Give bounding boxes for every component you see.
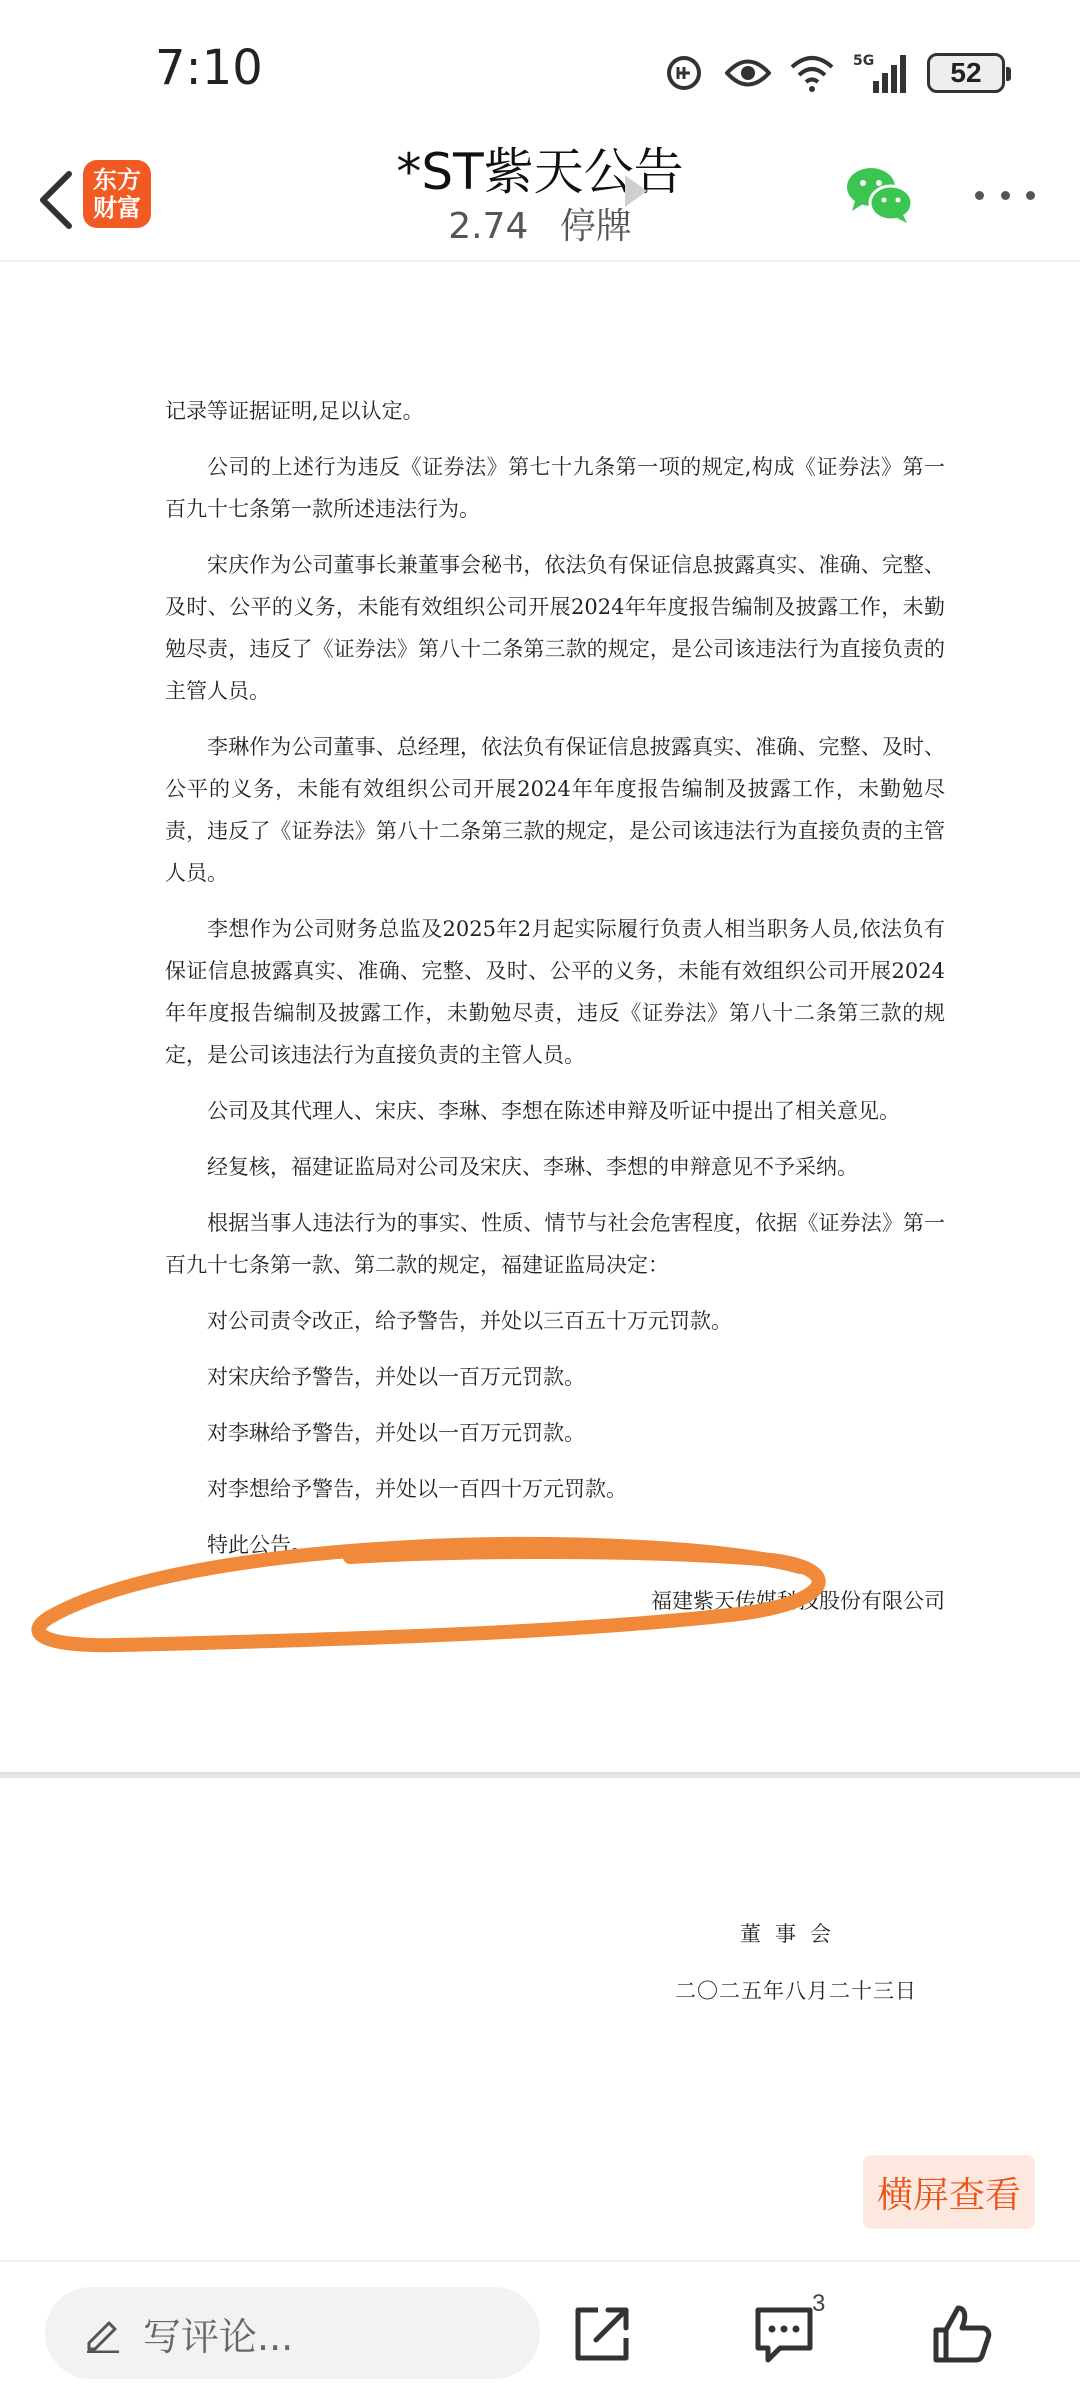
doc-paragraph: 李琳作为公司董事、总经理，依法负有保证信息披露真实、准确、完整、及时、公平的义务，未能有效组织公司开展2024年年度报告编制及披露工作，未勤勉尽责，违反了《证券法》第八十二条第三款的规定，是公司该违法行为直接负责的主管人员。 (165, 735, 945, 885)
dot-icon (1026, 191, 1035, 200)
page-separator (0, 1772, 1080, 1778)
document-body (165, 390, 945, 1636)
announcement-document[interactable] (0, 262, 1080, 1772)
board-signature: 董事会 (740, 1922, 845, 1946)
share-icon (570, 2302, 634, 2366)
title-block (300, 140, 780, 250)
thumbs-up-icon (930, 2302, 994, 2366)
comment-input[interactable] (45, 2287, 540, 2379)
app-logo[interactable]: 东方 财富 (83, 160, 151, 228)
bottom-action-bar (0, 2260, 1080, 2400)
company-signature: 福建紫天传媒科技股份有限公司 (651, 1589, 945, 1613)
doc-paragraph: 宋庆作为公司董事长兼董事会秘书，依法负有保证信息披露真实、准确、完整、及时、公平的义务，未能有效组织公司开展2024年年度报告编制及披露工作，未勤勉尽责，违反了《证券法》第八十二条第三款的规定，是公司该违法行为直接负责的主管人员。 (165, 553, 945, 703)
comments-button[interactable] (752, 2302, 816, 2366)
doc-paragraph: 对李琳给予警告，并处以一百万元罚款。 (207, 1421, 585, 1445)
status-bar (0, 0, 1080, 140)
doc-paragraph: 特此公告。 (207, 1533, 312, 1557)
comment-count-badge: 3 (812, 2290, 826, 2317)
back-button[interactable] (20, 160, 90, 240)
announcement-date: 二〇二五年八月二十三日 (675, 1979, 917, 2003)
status-time: 7:10 (155, 40, 263, 96)
dot-icon (1001, 191, 1010, 200)
doc-paragraph-highlighted: 对公司责令改正，给予警告，并处以三百五十万元罚款。 (207, 1309, 732, 1333)
comment-placeholder: 写评论... (143, 2314, 294, 2359)
play-arrow-icon[interactable] (625, 175, 647, 207)
share-button[interactable] (570, 2302, 634, 2366)
like-button[interactable] (930, 2302, 994, 2366)
wifi-icon (789, 50, 835, 96)
chevron-left-icon (35, 170, 75, 230)
svg-text:5G: 5G (853, 53, 875, 69)
stock-price: 2.74 (448, 206, 529, 247)
dot-icon (975, 191, 984, 200)
eye-icon (725, 50, 771, 96)
doc-paragraph: 根据当事人违法行为的事实、性质、情节与社会危害程度，依据《证券法》第一百九十七条第一款、第二款的规定，福建证监局决定： (165, 1211, 945, 1277)
battery-indicator: 52 (927, 53, 1005, 93)
doc-paragraph: 对李想给予警告，并处以一百四十万元罚款。 (207, 1477, 627, 1501)
comment-bubble-icon (752, 2302, 816, 2366)
doc-paragraph: 对宋庆给予警告，并处以一百万元罚款。 (207, 1365, 585, 1389)
wechat-icon (845, 165, 915, 225)
header-bar (0, 140, 1080, 262)
doc-paragraph: 公司的上述行为违反《证券法》第七十九条第一项的规定,构成《证券法》第一百九十七条第一款所述违法行为。 (165, 455, 945, 521)
doc-paragraph: 公司及其代理人、宋庆、李琳、李想在陈述申辩及听证中提出了相关意见。 (207, 1099, 900, 1123)
status-icons (661, 48, 1005, 98)
doc-paragraph: 记录等证据证明,足以认定。 (165, 399, 424, 423)
trade-status: 停牌 (559, 206, 632, 247)
stock-quote (300, 204, 780, 250)
wechat-share-button[interactable] (845, 165, 915, 225)
data-saver-icon (661, 50, 707, 96)
doc-paragraph: 李想作为公司财务总监及2025年2月起实际履行负责人相当职务人员,依法负有保证信息披露真实、准确、完整、及时、公平的义务，未能有效组织公司开展2024年年度报告编制及披露工作，未勤勉尽责，违反《证券法》第八十二条第三款的规定，是公司该违法行为直接负责的主管人员。 (165, 917, 945, 1067)
page-title: *ST紫天公告 (396, 143, 684, 201)
doc-paragraph: 经复核，福建证监局对公司及宋庆、李琳、李想的申辩意见不予采纳。 (207, 1155, 858, 1179)
signal-5g-icon (853, 50, 909, 96)
pencil-icon (83, 2313, 123, 2353)
more-options-button[interactable] (975, 180, 1035, 210)
landscape-view-button[interactable]: 横屏查看 (863, 2155, 1035, 2229)
